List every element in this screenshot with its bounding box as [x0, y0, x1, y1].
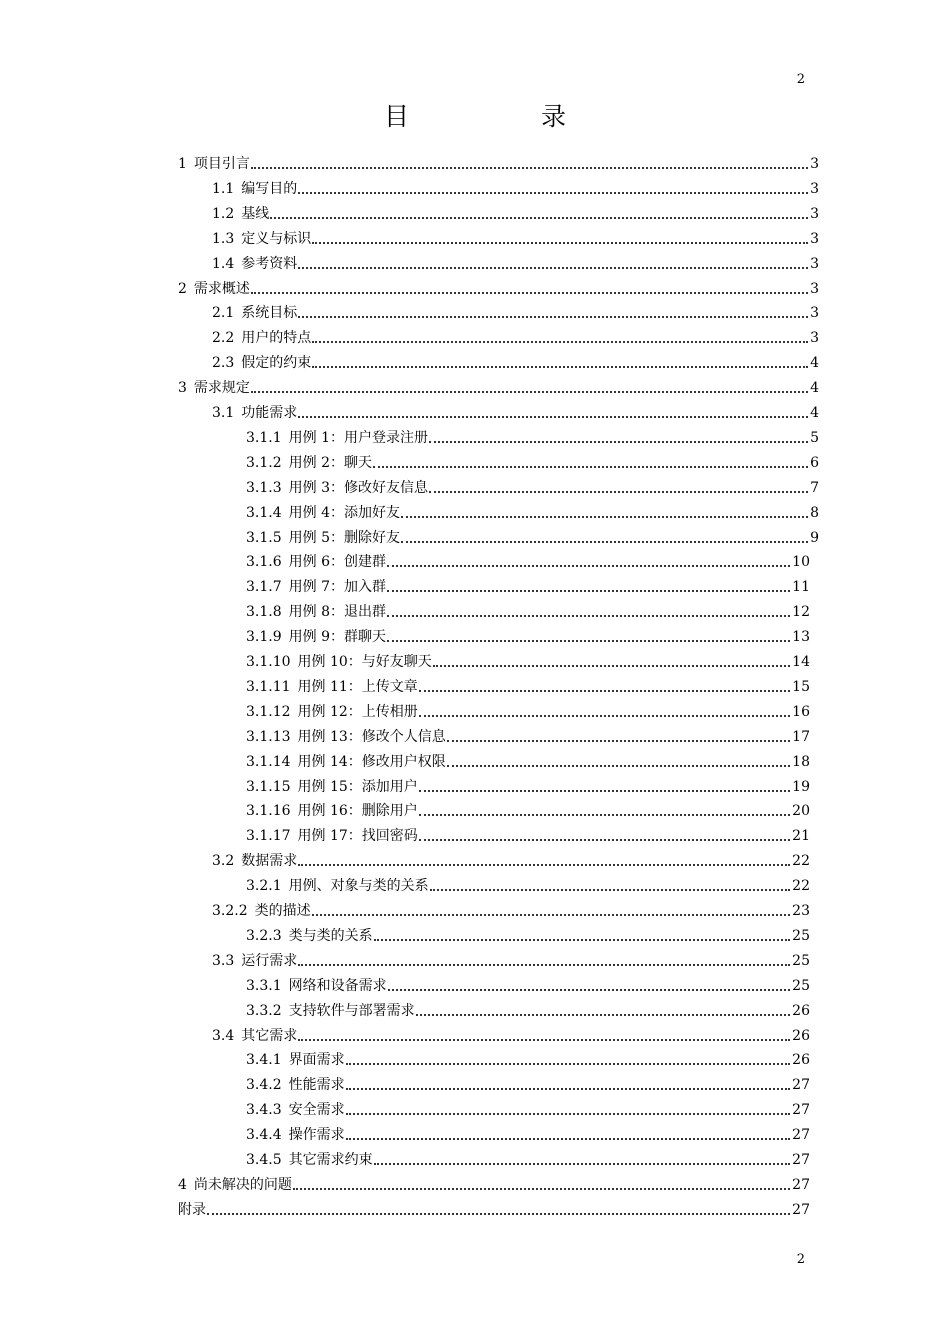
toc-entry-title: 功能需求: [241, 405, 298, 421]
toc-entry[interactable]: [212, 349, 819, 373]
toc-dot-leader: [447, 739, 790, 742]
toc-entry-title: 基线: [241, 205, 270, 222]
toc-entry-number: 2.3: [212, 355, 235, 372]
toc-entry-title: 用例 10：与好友聊天: [297, 654, 432, 670]
toc-dot-leader: [387, 639, 790, 642]
toc-entry[interactable]: [212, 847, 810, 871]
toc-entry-page: 3: [810, 230, 819, 247]
toc-entry-title: 支持软件与部署需求: [288, 1002, 415, 1019]
toc-entry-title: 定义与标识: [241, 230, 312, 247]
toc-entry-title: 网络和设备需求: [288, 977, 387, 994]
toc-entry-number: 1.3: [212, 230, 235, 247]
toc-entry-number: 3.1.13: [246, 728, 291, 745]
toc-entry-page: 4: [810, 355, 819, 372]
toc-dot-leader: [312, 365, 808, 368]
toc-entry-page: 20: [792, 803, 810, 820]
toc-entry-number: 3.1.9: [246, 629, 282, 646]
toc-dot-leader: [447, 764, 790, 767]
toc-entry-page: 27: [792, 1152, 810, 1168]
toc-entry-page: 3: [810, 205, 819, 222]
toc-entry-title: 类的描述: [254, 903, 311, 919]
toc-entry-number: 3.1.5: [246, 529, 282, 546]
toc-entry-page: 3: [810, 330, 819, 347]
toc-dot-leader: [419, 689, 790, 692]
toc-entry[interactable]: [246, 797, 810, 821]
toc-entry-title: 操作需求: [288, 1127, 345, 1144]
toc-entry[interactable]: [212, 250, 819, 274]
toc-entry-page: 26: [792, 1027, 810, 1044]
toc-entry-title: 用例 3：修改好友信息: [288, 479, 428, 496]
toc-dot-leader: [312, 913, 791, 916]
toc-entry-number: 3.4.2: [246, 1077, 282, 1094]
toc-entry-title: 用例 8：退出群: [288, 604, 386, 621]
toc-dot-leader: [251, 390, 808, 393]
toc-entry[interactable]: [178, 275, 819, 299]
toc-entry-page: 27: [792, 1077, 810, 1094]
toc-entry-title: 系统目标: [241, 305, 298, 322]
toc-entry[interactable]: [246, 698, 810, 722]
toc-entry-number: 3.1: [212, 405, 235, 421]
toc-entry-number: 3.1.10: [246, 654, 291, 670]
page-number-bottom: 2: [796, 1252, 805, 1267]
toc-entry-number: 1.1: [212, 180, 235, 197]
toc-entry-number: 3.4.1: [246, 1052, 282, 1069]
toc-entry[interactable]: [246, 922, 810, 946]
toc-dot-leader: [374, 1162, 791, 1165]
toc-entry-title: 用例 14：修改用户权限: [297, 753, 446, 770]
toc-entry-number: 3.1.6: [246, 554, 282, 571]
toc-entry-title: 性能需求: [288, 1077, 345, 1094]
toc-entry-title: 用户的特点: [241, 330, 312, 347]
page-number-top: 2: [796, 72, 805, 87]
toc-entry-title: 用例 13：修改个人信息: [297, 728, 446, 745]
toc-dot-leader: [293, 1187, 790, 1190]
toc-entry-page: 27: [792, 1201, 810, 1218]
toc-entry[interactable]: [178, 1171, 810, 1195]
toc-entry-title: 需求规定: [193, 380, 250, 397]
toc-entry-number: 3.1.16: [246, 803, 291, 820]
toc-entry-title: 用例 1：用户登录注册: [288, 429, 428, 446]
toc-entry[interactable]: [246, 548, 810, 572]
toc-entry-title: 用例、对象与类的关系: [288, 878, 429, 895]
toc-dot-leader: [401, 515, 808, 518]
toc-entry[interactable]: [246, 449, 819, 473]
toc-entry[interactable]: [246, 1046, 810, 1070]
toc-entry-number: 3.1.15: [246, 778, 291, 795]
toc-entry[interactable]: [246, 524, 819, 548]
toc-entry-number: 3.1.17: [246, 828, 291, 845]
toc-entry-number: 3.1.11: [246, 678, 291, 695]
toc-entry-number: 3.1.12: [246, 703, 291, 720]
toc-entry[interactable]: [178, 150, 819, 174]
toc-entry-page: 3: [810, 180, 819, 197]
toc-entry-page: 19: [792, 778, 810, 795]
toc-entry-number: 3.2: [212, 853, 235, 870]
toc-entry-page: 3: [810, 255, 819, 272]
toc-dot-leader: [374, 938, 791, 941]
toc-entry[interactable]: [246, 822, 810, 846]
toc-entry[interactable]: [246, 598, 810, 622]
toc-entry-page: 11: [792, 579, 810, 596]
toc-entry-page: 10: [792, 554, 810, 571]
toc-entry[interactable]: [246, 623, 810, 647]
toc-entry-number: 3.4.4: [246, 1127, 282, 1144]
toc-dot-leader: [387, 614, 790, 617]
toc-entry-number: 3: [178, 380, 187, 397]
toc-entry[interactable]: [212, 897, 810, 921]
toc-dot-leader: [429, 440, 808, 443]
toc-dot-leader: [387, 589, 790, 592]
toc-entry-number: 2.1: [212, 305, 235, 322]
toc-entry-number: 3.4: [212, 1027, 235, 1044]
toc-dot-leader: [387, 564, 790, 567]
toc-entry-page: 16: [792, 703, 810, 720]
toc-entry-page: 26: [792, 1002, 810, 1019]
toc-entry-page: 13: [792, 629, 810, 646]
toc-entry-page: 25: [792, 977, 810, 994]
toc-entry-title: 界面需求: [288, 1052, 345, 1069]
toc-dot-leader: [416, 1013, 791, 1016]
toc-entry-number: 3.3.2: [246, 1002, 282, 1019]
toc-entry-title: 附录: [178, 1201, 206, 1218]
toc-dot-leader: [298, 415, 808, 418]
toc-entry-title: 项目引言: [193, 156, 250, 172]
toc-entry-number: 3.1.4: [246, 504, 282, 521]
toc-entry-page: 18: [792, 753, 810, 770]
toc-entry-page: 17: [792, 728, 810, 745]
toc-entry-page: 4: [810, 405, 819, 421]
toc-entry[interactable]: [212, 200, 819, 224]
toc-entry-title: 类与类的关系: [288, 927, 373, 944]
toc-entry-title: 其它需求: [241, 1027, 298, 1044]
toc-dot-leader: [298, 266, 808, 269]
toc-entry-title: 用例 11：上传文章: [297, 678, 418, 695]
toc-entry[interactable]: [246, 673, 810, 697]
toc-entry-title: 用例 12：上传相册: [297, 703, 418, 720]
toc-entry[interactable]: [212, 175, 819, 199]
toc-entry[interactable]: [246, 972, 810, 996]
toc-entry-page: 22: [792, 878, 810, 895]
toc-entry-page: 3: [810, 305, 819, 322]
toc-entry-page: 21: [792, 828, 810, 845]
toc-dot-leader: [346, 1087, 791, 1090]
toc-entry-number: 3.3.1: [246, 977, 282, 994]
toc-entry-page: 22: [792, 853, 810, 870]
toc-entry[interactable]: [246, 1146, 810, 1170]
toc-dot-leader: [270, 216, 808, 219]
toc-entry-number: 4: [178, 1176, 187, 1193]
toc-entry[interactable]: [246, 648, 810, 672]
toc-dot-leader: [433, 664, 790, 667]
toc-entry-title: 用例 9：群聊天: [288, 629, 386, 646]
toc-entry-title: 需求概述: [193, 280, 250, 297]
toc-dot-leader: [419, 789, 790, 792]
toc-dot-leader: [298, 963, 790, 966]
toc-entry[interactable]: [246, 424, 819, 448]
toc-dot-leader: [298, 315, 808, 318]
toc-entry[interactable]: [246, 499, 819, 523]
toc-entry[interactable]: [212, 947, 810, 971]
toc-entry-title: 用例 5：删除好友: [288, 529, 400, 546]
toc-dot-leader: [312, 241, 808, 244]
toc-entry-number: 3.1.8: [246, 604, 282, 621]
toc-dot-leader: [298, 863, 790, 866]
toc-entry-number: 3.3: [212, 952, 235, 969]
toc-entry[interactable]: [212, 299, 819, 323]
toc-entry-title: 参考资料: [241, 255, 298, 272]
toc-entry[interactable]: [246, 872, 810, 896]
toc-entry-title: 用例 4：添加好友: [288, 504, 400, 521]
toc-entry[interactable]: [178, 374, 819, 398]
toc-dot-leader: [429, 490, 808, 493]
toc-entry-page: 12: [792, 604, 810, 621]
toc-entry-page: 23: [792, 903, 810, 919]
toc-entry-page: 26: [792, 1052, 810, 1069]
toc-entry-title: 编写目的: [241, 180, 298, 197]
toc-entry-title: 用例 17：找回密码: [297, 828, 418, 845]
toc-entry-page: 7: [810, 479, 819, 496]
toc-entry-number: 1: [178, 156, 187, 172]
toc-entry-number: 3.1.3: [246, 479, 282, 496]
toc-dot-leader: [312, 340, 808, 343]
toc-entry[interactable]: [246, 748, 810, 772]
toc-entry-title: 安全需求: [288, 1102, 345, 1119]
toc-entry[interactable]: [178, 1196, 810, 1220]
toc-entry[interactable]: [246, 1071, 810, 1095]
toc-entry-page: 27: [792, 1102, 810, 1119]
toc-entry-number: 3.2.2: [212, 903, 248, 919]
toc-entry-title: 其它需求约束: [288, 1152, 373, 1168]
toc-entry-page: 14: [792, 654, 810, 670]
toc-dot-leader: [346, 1137, 791, 1140]
toc-dot-leader: [298, 191, 808, 194]
toc-entry-title: 数据需求: [241, 853, 298, 870]
toc-entry[interactable]: [246, 1121, 810, 1145]
toc-entry[interactable]: [212, 399, 819, 423]
toc-entry[interactable]: [246, 723, 810, 747]
toc-dot-leader: [251, 291, 808, 294]
toc-entry-page: 25: [792, 927, 810, 944]
toc-entry[interactable]: [246, 573, 810, 597]
toc-entry-number: 3.2.3: [246, 927, 282, 944]
toc-dot-leader: [373, 465, 808, 468]
toc-entry-number: 3.1.14: [246, 753, 291, 770]
toc-entry-number: 3.1.2: [246, 454, 282, 471]
toc-entry-number: 3.1.7: [246, 579, 282, 596]
toc-entry-number: 3.1.1: [246, 429, 282, 446]
toc-entry-page: 6: [810, 454, 819, 471]
toc-entry-title: 用例 16：删除用户: [297, 803, 418, 820]
toc-dot-leader: [346, 1112, 791, 1115]
toc-entry-page: 27: [792, 1176, 810, 1193]
toc-entry[interactable]: [212, 225, 819, 249]
toc-entry-title: 用例 15：添加用户: [297, 778, 418, 795]
toc-dot-leader: [251, 166, 808, 169]
toc-dot-leader: [207, 1212, 790, 1215]
toc-dot-leader: [419, 714, 790, 717]
toc-dot-leader: [401, 540, 808, 543]
toc-entry-title: 运行需求: [241, 952, 298, 969]
toc-entry-page: 8: [810, 504, 819, 521]
toc-entry[interactable]: [246, 773, 810, 797]
toc-entry[interactable]: [212, 324, 819, 348]
toc-dot-leader: [388, 988, 791, 991]
toc-entry-title: 用例 2：聊天: [288, 454, 372, 471]
toc-entry-page: 4: [810, 380, 819, 397]
toc-entry-number: 1.4: [212, 255, 235, 272]
toc-dot-leader: [298, 1038, 790, 1041]
toc-entry-page: 15: [792, 678, 810, 695]
toc-entry[interactable]: [212, 1022, 810, 1046]
toc-entry-page: 25: [792, 952, 810, 969]
toc-entry-page: 27: [792, 1127, 810, 1144]
toc-entry[interactable]: [246, 997, 810, 1021]
toc-entry-page: 3: [810, 156, 819, 172]
toc-entry-title: 用例 6：创建群: [288, 554, 386, 571]
toc-dot-leader: [419, 813, 790, 816]
toc-dot-leader: [419, 838, 790, 841]
toc-entry-page: 5: [810, 429, 819, 446]
toc-entry-page: 3: [810, 280, 819, 297]
toc-entry-title: 尚未解决的问题: [193, 1176, 292, 1193]
toc-entry-number: 2: [178, 280, 187, 297]
toc-entry-title: 假定的约束: [241, 355, 312, 372]
toc-entry-number: 3.2.1: [246, 878, 282, 895]
toc-entry-page: 9: [810, 529, 819, 546]
toc-dot-leader: [346, 1062, 791, 1065]
toc-entry-number: 3.4.3: [246, 1102, 282, 1119]
page-title: 目 录: [384, 102, 628, 131]
toc-entry-number: 2.2: [212, 330, 235, 347]
toc-dot-leader: [430, 888, 791, 891]
toc-entry-number: 3.4.5: [246, 1152, 282, 1168]
toc-entry[interactable]: [246, 474, 819, 498]
toc-entry-title: 用例 7：加入群: [288, 579, 386, 596]
toc-entry-number: 1.2: [212, 205, 235, 222]
toc-entry[interactable]: [246, 1096, 810, 1120]
